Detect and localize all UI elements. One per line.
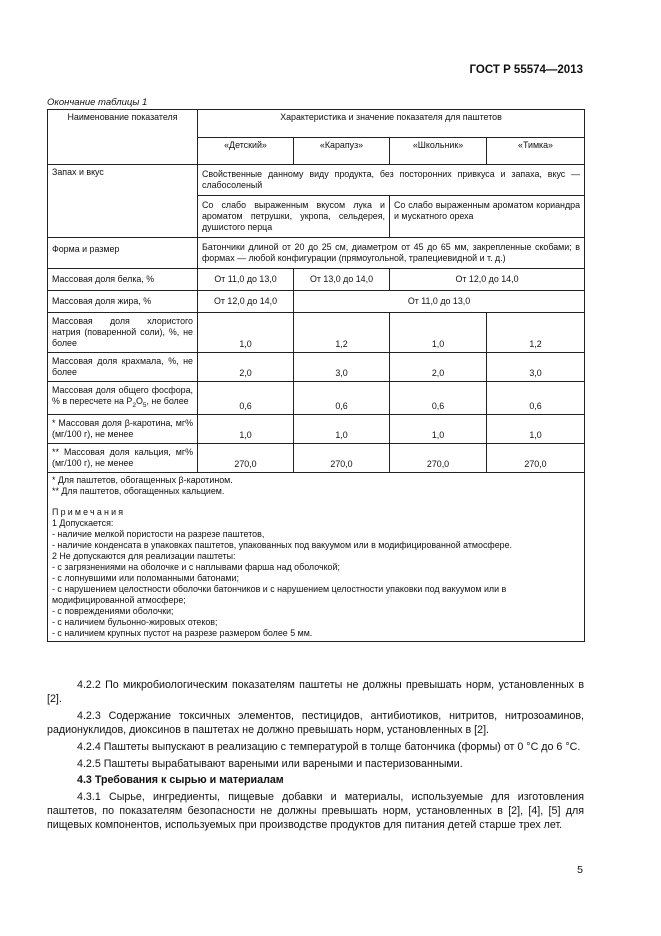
table-header-row <box>48 110 585 138</box>
note-1-item: - наличие конденсата в упаковках паштетов, упакованных под вакуумом или в модифицированной атмосфере. <box>52 539 512 550</box>
phosphorus-sub-o: O <box>135 396 143 406</box>
table-row-carotene <box>48 414 585 443</box>
indicators-table <box>47 109 585 642</box>
note-2-item: - с наличием крупных пустот на разрезе размером более 5 мм. <box>52 627 313 638</box>
header-product-1: «Детский» <box>198 137 294 165</box>
smell-desc-b: Со слабо выраженным ароматом кориандра и мускатного ореха <box>390 196 585 238</box>
row-name-fat: Массовая доля жира, % <box>48 291 198 313</box>
calcium-value-1: 270,0 <box>198 443 294 472</box>
row-name-shape: Форма и размер <box>48 238 198 269</box>
row-name-calcium: ** Массовая доля кальция, мг% (мг/100 г), не менее <box>48 443 198 472</box>
row-name-starch: Массовая доля крахмала, %, не более <box>48 353 198 382</box>
notes-title: Примечания <box>52 506 126 517</box>
table-row-protein <box>48 269 585 291</box>
paragraph-4-2-4: 4.2.4 Паштеты выпускают в реализацию с температурой в толще батончика (формы) от 0 °С до 6 °С. <box>77 740 581 753</box>
table-notes-row <box>48 472 585 641</box>
table-row-smell <box>48 165 585 196</box>
footnote-2: ** Для паштетов, обогащенных кальцием. <box>52 485 225 496</box>
carotene-value-1: 1,0 <box>198 414 294 443</box>
protein-value-2: От 13,0 до 14,0 <box>294 269 390 291</box>
row-name-smell: Запах и вкус <box>48 165 198 238</box>
phosphorus-value-1: 0,6 <box>198 382 294 415</box>
shape-desc: Батончики длиной от 20 до 25 см, диаметром от 45 до 65 мм, закрепленные скобами; в формах — любой конфигурации (прямоугольной, трапециевидной и т. д.) <box>198 238 585 269</box>
row-name-protein: Массовая доля белка, % <box>48 269 198 291</box>
row-name-carotene: * Массовая доля β-каротина, мг% (мг/100 г), не менее <box>48 414 198 443</box>
note-2-item: - с повреждениями оболочки; <box>52 605 174 616</box>
paragraph-4-2-5: 4.2.5 Паштеты вырабатывают вареными или вареными и пастеризованными. <box>77 757 463 770</box>
phosphorus-value-2: 0,6 <box>294 382 390 415</box>
table-row-salt <box>48 313 585 353</box>
salt-value-2: 1,2 <box>294 313 390 353</box>
note-2-item: - с загрязнениями на оболочке и с наплывами фарша над оболочкой; <box>52 561 340 572</box>
table-caption: Окончание таблицы 1 <box>47 97 148 108</box>
page-number: 5 <box>577 864 583 876</box>
paragraph-4-3-1: 4.3.1 Сырье, ингредиенты, пищевые добавки и материалы, используемые для изготовления паштетов, по показателям безопасности не должны превышать норм, установленных в [2], [4], [5] для пищевых компонентов, используемых при производстве продуктов для питания детей старше трех лет. <box>47 790 584 832</box>
fat-value-1: От 12,0 до 14,0 <box>198 291 294 313</box>
phosphorus-value-3: 0,6 <box>390 382 487 415</box>
smell-desc-all: Свойственные данному виду продукта, без посторонних привкуса и запаха, вкус — слабосоленый <box>198 165 585 196</box>
starch-value-3: 2,0 <box>390 353 487 382</box>
body-text <box>47 678 584 835</box>
note-2-item: - с нарушением целостности оболочки батончиков и с нарушением целостности упаковки под вакуумом или в модифицированной атмосфере; <box>52 583 507 605</box>
note-2-item: - с лопнувшими или поломанными батонами; <box>52 572 239 583</box>
paragraph-4-2-2: 4.2.2 По микробиологическим показателям паштеты не должны превышать норм, установленных в [2]. <box>47 679 584 706</box>
smell-desc-a: Со слабо выраженным вкусом лука и ароматом петрушки, укропа, сельдерея, душистого перца <box>198 196 390 238</box>
note-2-item: - с наличием бульонно-жировых отеков; <box>52 616 218 627</box>
calcium-value-4: 270,0 <box>487 443 585 472</box>
paragraph-4-2-3: 4.2.3 Содержание токсичных элементов, пестицидов, антибиотиков, нитритов, нитрозоаминов, радионуклидов, диоксинов в паштетах не должно превышать норм, установленных в [2]. <box>47 709 584 737</box>
header-product-2: «Карапуз» <box>294 137 390 165</box>
phosphorus-sub-2: 2 <box>132 401 136 409</box>
protein-value-34: От 12,0 до 14,0 <box>390 269 585 291</box>
table-notes <box>48 472 585 641</box>
note-1-item: - наличие мелкой пористости на разрезе паштетов, <box>52 528 265 539</box>
starch-value-2: 3,0 <box>294 353 390 382</box>
salt-value-1: 1,0 <box>198 313 294 353</box>
calcium-value-3: 270,0 <box>390 443 487 472</box>
table-row-fat <box>48 291 585 313</box>
salt-value-3: 1,0 <box>390 313 487 353</box>
phosphorus-value-4: 0,6 <box>487 382 585 415</box>
table-row-shape <box>48 238 585 269</box>
carotene-value-2: 1,0 <box>294 414 390 443</box>
document-header: ГОСТ Р 55574—2013 <box>469 64 583 76</box>
fat-value-234: От 11,0 до 13,0 <box>294 291 585 313</box>
starch-value-4: 3,0 <box>487 353 585 382</box>
section-heading-4-3: 4.3 Требования к сырью и материалам <box>77 774 284 787</box>
carotene-value-4: 1,0 <box>487 414 585 443</box>
header-product-3: «Школьник» <box>390 137 487 165</box>
protein-value-1: От 11,0 до 13,0 <box>198 269 294 291</box>
table-row-phosphorus <box>48 382 585 415</box>
table-row-starch <box>48 353 585 382</box>
starch-value-1: 2,0 <box>198 353 294 382</box>
table-row-calcium <box>48 443 585 472</box>
note-2: 2 Не допускаются для реализации паштеты: <box>52 550 236 561</box>
carotene-value-3: 1,0 <box>390 414 487 443</box>
row-name-salt: Массовая доля хлористого натрия (поваренной соли), %, не более <box>48 313 198 353</box>
header-group: Характеристика и значение показателя для паштетов <box>198 110 585 138</box>
phosphorus-sub-5: 5 <box>142 401 147 409</box>
footnote-1: * Для паштетов, обогащенных β-каротином. <box>52 474 233 485</box>
calcium-value-2: 270,0 <box>294 443 390 472</box>
header-indicator-name: Наименование показателя <box>48 110 198 165</box>
phosphorus-name-tail: , не более <box>146 396 189 406</box>
salt-value-4: 1,2 <box>487 313 585 353</box>
header-product-4: «Тимка» <box>487 137 585 165</box>
phosphorus-name-main: Массовая доля общего фосфора, % в пересчете на P <box>52 385 193 406</box>
row-name-phosphorus <box>48 382 198 415</box>
note-1: 1 Допускается: <box>52 517 114 528</box>
